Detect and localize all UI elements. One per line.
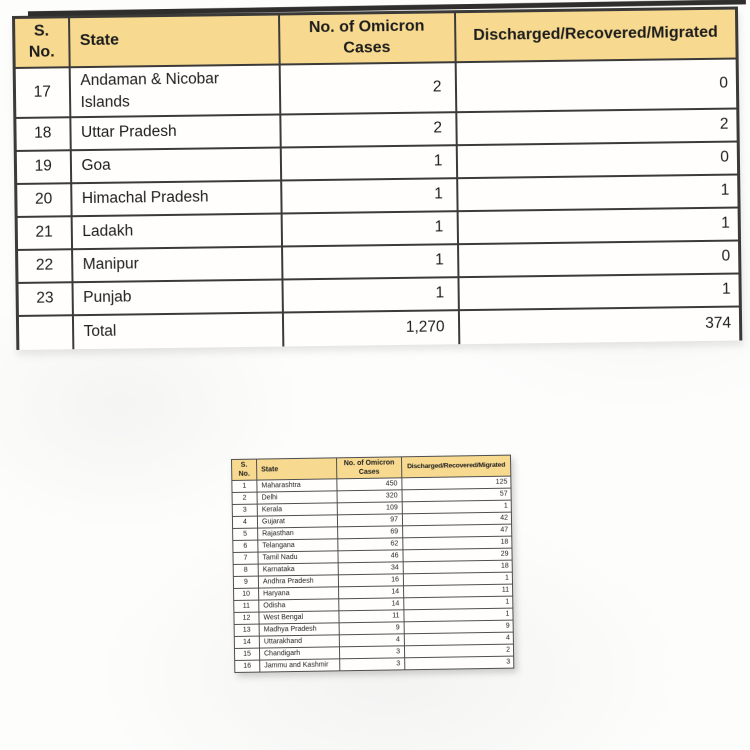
cases-cell: 97 <box>337 514 402 527</box>
cases-header: No. of Omicron Cases <box>278 12 455 64</box>
sno-cell: 22 <box>17 249 72 283</box>
sno-cell: 5 <box>233 528 258 540</box>
state-cell: Uttar Pradesh <box>70 114 280 150</box>
sno-cell: 6 <box>233 540 258 552</box>
state-cell: Rajasthan <box>258 527 338 540</box>
cases-cell: 69 <box>338 526 403 539</box>
discharged-cell: 1 <box>403 572 512 586</box>
discharged-cell: 57 <box>402 488 511 502</box>
state-cell: Gujarat <box>257 515 337 528</box>
sno-cell: 11 <box>234 600 259 612</box>
state-cell: Madhya Pradesh <box>259 623 339 636</box>
state-cell: Maharashtra <box>257 479 337 492</box>
discharged-cell: 1 <box>458 273 740 310</box>
state-cell: Odisha <box>259 599 339 612</box>
sno-cell: 3 <box>232 504 257 516</box>
cases-cell: 1 <box>280 145 456 180</box>
omicron-table-states-17-23 <box>12 6 742 349</box>
discharged-cell: 18 <box>403 536 512 550</box>
sno-cell: 18 <box>15 117 70 151</box>
cases-cell: 1 <box>281 178 457 213</box>
state-cell: Jammu and Kashmir <box>260 659 340 672</box>
state-cell: Goa <box>70 147 280 183</box>
total-discharged-cell: 374 <box>458 306 740 344</box>
discharged-cell: 2 <box>404 644 513 658</box>
cases-cell: 3 <box>340 658 405 671</box>
cases-cell: 1 <box>282 244 458 279</box>
sno-cell: 4 <box>232 516 257 528</box>
state-cell: Karnataka <box>258 563 338 576</box>
sno-cell: 13 <box>234 624 259 636</box>
sno-cell: 1 <box>232 480 257 492</box>
cases-header: No. of Omicron Cases <box>336 457 401 479</box>
cases-cell: 1 <box>281 211 457 246</box>
sno-cell: 23 <box>17 282 72 316</box>
state-cell: Kerala <box>257 503 337 516</box>
sno-cell: 20 <box>16 183 71 217</box>
cases-cell: 4 <box>339 634 404 647</box>
discharged-cell: 0 <box>456 141 738 178</box>
discharged-cell: 0 <box>455 58 738 112</box>
discharged-cell: 4 <box>404 632 513 646</box>
discharged-cell: 1 <box>457 207 739 244</box>
discharged-cell: 1 <box>404 608 513 622</box>
state-cell: Punjab <box>72 279 282 315</box>
cases-cell: 14 <box>339 586 404 599</box>
state-cell: Himachal Pradesh <box>71 180 281 216</box>
discharged-cell: 1 <box>457 174 739 211</box>
sno-cell: 21 <box>16 216 71 250</box>
state-cell: Haryana <box>259 587 339 600</box>
sno-cell: 8 <box>233 564 258 576</box>
cases-cell: 16 <box>338 574 403 587</box>
sno-cell: 17 <box>14 67 70 118</box>
discharged-cell: 1 <box>402 500 511 514</box>
discharged-header: Discharged/Recovered/Migrated <box>401 455 510 478</box>
sno-cell: 15 <box>234 648 259 660</box>
sno-cell: 9 <box>233 576 258 588</box>
discharged-header: Discharged/Recovered/Migrated <box>454 8 737 62</box>
cases-cell: 11 <box>339 610 404 623</box>
total-label: Total <box>72 312 282 349</box>
state-cell: Uttarakhand <box>259 635 339 648</box>
cases-cell: 2 <box>280 112 456 147</box>
top-table-wrapper <box>12 6 742 349</box>
discharged-cell: 1 <box>404 596 513 610</box>
state-cell: Manipur <box>72 246 282 282</box>
cases-cell: 320 <box>337 490 402 503</box>
sno-cell: 10 <box>234 588 259 600</box>
sno-header: S. No. <box>232 459 257 481</box>
discharged-cell: 47 <box>403 524 512 538</box>
discharged-cell: 9 <box>404 620 513 634</box>
cases-cell: 1 <box>282 277 458 312</box>
state-cell: Andhra Pradesh <box>258 575 338 588</box>
cases-cell: 109 <box>337 502 402 515</box>
total-cases-cell: 1,270 <box>282 310 458 346</box>
sno-cell: 12 <box>234 612 259 624</box>
discharged-cell: 42 <box>402 512 511 526</box>
state-cell: Chandigarh <box>259 647 339 660</box>
cases-cell: 46 <box>338 550 403 563</box>
cases-cell: 62 <box>338 538 403 551</box>
state-cell: Andaman & Nicobar Islands <box>69 64 280 117</box>
discharged-cell: 125 <box>402 476 511 490</box>
omicron-table-states-1-16 <box>231 455 514 674</box>
sno-cell: 19 <box>15 150 70 184</box>
discharged-cell: 11 <box>404 584 513 598</box>
discharged-cell: 3 <box>405 656 514 670</box>
discharged-cell: 29 <box>403 548 512 562</box>
state-header: State <box>69 14 280 67</box>
state-cell: Ladakh <box>71 213 281 249</box>
cases-cell: 2 <box>279 62 456 114</box>
discharged-cell: 18 <box>403 560 512 574</box>
bottom-table-wrapper <box>231 455 514 674</box>
sno-cell-empty <box>17 315 72 350</box>
cases-cell: 3 <box>339 646 404 659</box>
discharged-cell: 2 <box>456 108 738 145</box>
cases-cell: 450 <box>337 478 402 491</box>
cases-cell: 9 <box>339 622 404 635</box>
state-cell: Tamil Nadu <box>258 551 338 564</box>
sno-cell: 14 <box>234 636 259 648</box>
sno-cell: 16 <box>235 660 260 672</box>
cases-cell: 14 <box>339 598 404 611</box>
state-cell: Telangana <box>258 539 338 552</box>
state-cell: Delhi <box>257 491 337 504</box>
state-cell: West Bengal <box>259 611 339 624</box>
sno-cell: 2 <box>232 492 257 504</box>
state-header: State <box>257 458 337 480</box>
sno-header: S. No. <box>14 17 70 68</box>
sno-cell: 7 <box>233 552 258 564</box>
cases-cell: 34 <box>338 562 403 575</box>
discharged-cell: 0 <box>458 240 740 277</box>
